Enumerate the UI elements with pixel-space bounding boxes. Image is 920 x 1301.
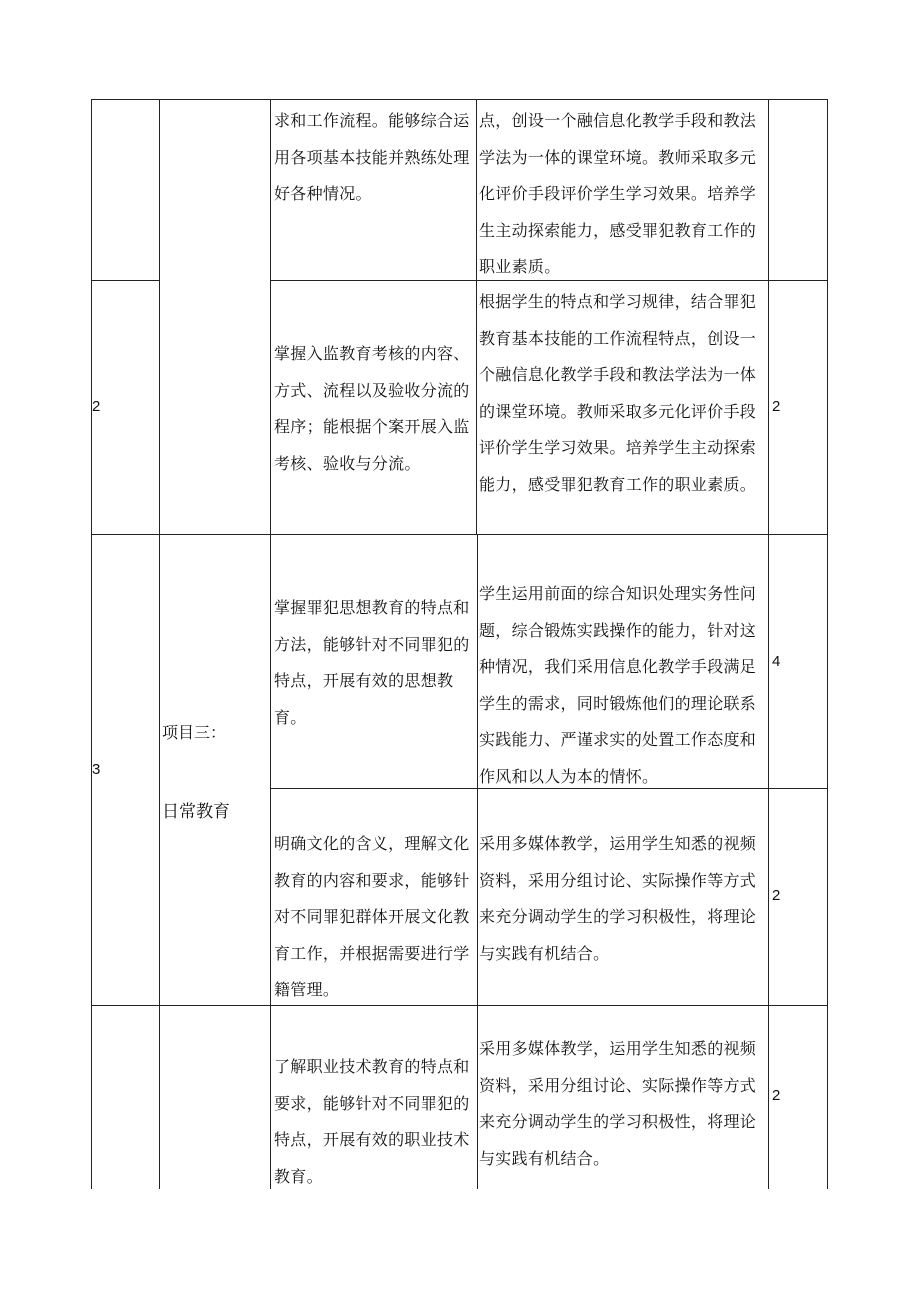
objective-cell: 明确文化的含义，理解文化教育的内容和要求，能够针对不同罪犯群体开展文化教育工作，并根据需要进行学籍管理。	[274, 834, 470, 999]
objective-cell: 了解职业技术教育的特点和要求，能够针对不同罪犯的特点，开展有效的职业技术教育。	[274, 1057, 470, 1186]
method-cell: 学生运用前面的综合知识处理实务性问题，综合锻炼实践操作的能力，针对这种情况，我们采用信息化教学手段满足学生的需求，同时锻炼他们的理论联系实践能力、严谨求实的处置工作态度和作风和以人为本的情怀。	[479, 584, 757, 786]
hours-value: 2	[772, 887, 781, 904]
project-title-line-2: 日常教育	[162, 802, 230, 822]
column-divider-4	[768, 99, 769, 1189]
sequence-number: 2	[92, 398, 101, 415]
sequence-number: 3	[92, 761, 101, 778]
row-divider-1a	[91, 280, 159, 281]
column-divider-3a	[476, 99, 477, 534]
column-divider-1	[159, 99, 160, 1189]
objective-cell: 掌握罪犯思想教育的特点和方法，能够针对不同罪犯的特点，开展有效的思想教育。	[274, 598, 470, 727]
table-border-right	[827, 99, 828, 1189]
objective-cell: 求和工作流程。能够综合运用各项基本技能并熟练处理好各种情况。	[274, 111, 470, 203]
objective-cell: 掌握入监教育考核的内容、方式、流程以及验收分流的程序；能根据个案开展入监考核、验收与分流。	[274, 344, 470, 473]
table-border-left	[91, 99, 92, 1189]
project-title-line-1: 项目三：	[162, 723, 227, 742]
method-cell: 根据学生的特点和学习规律，结合罪犯教育基本技能的工作流程特点，创设一个融信息化教学手段和教法学法为一体的课堂环境。教师采取多元化评价手段评价学生学习效果。培养学生主动探索能力，感受罪犯教育工作的职业素质。	[479, 292, 757, 494]
row-divider-2	[91, 534, 828, 535]
column-divider-3b	[477, 534, 478, 1189]
table-border-top	[91, 99, 828, 100]
method-cell: 采用多媒体教学，运用学生知悉的视频资料，采用分组讨论、实际操作等方式来充分调动学生的学习积极性，将理论与实践有机结合。	[479, 1039, 757, 1168]
hours-value: 4	[772, 653, 781, 670]
column-divider-2	[270, 99, 271, 1189]
method-cell: 点，创设一个融信息化教学手段和教法学法为一体的课堂环境。教师采取多元化评价手段评价学生学习效果。培养学生主动探索能力，感受罪犯教育工作的职业素质。	[479, 111, 757, 276]
hours-value: 2	[772, 398, 781, 415]
method-cell: 采用多媒体教学，运用学生知悉的视频资料，采用分组讨论、实际操作等方式来充分调动学生的学习积极性，将理论与实践有机结合。	[479, 834, 757, 963]
hours-value: 2	[772, 1087, 781, 1104]
